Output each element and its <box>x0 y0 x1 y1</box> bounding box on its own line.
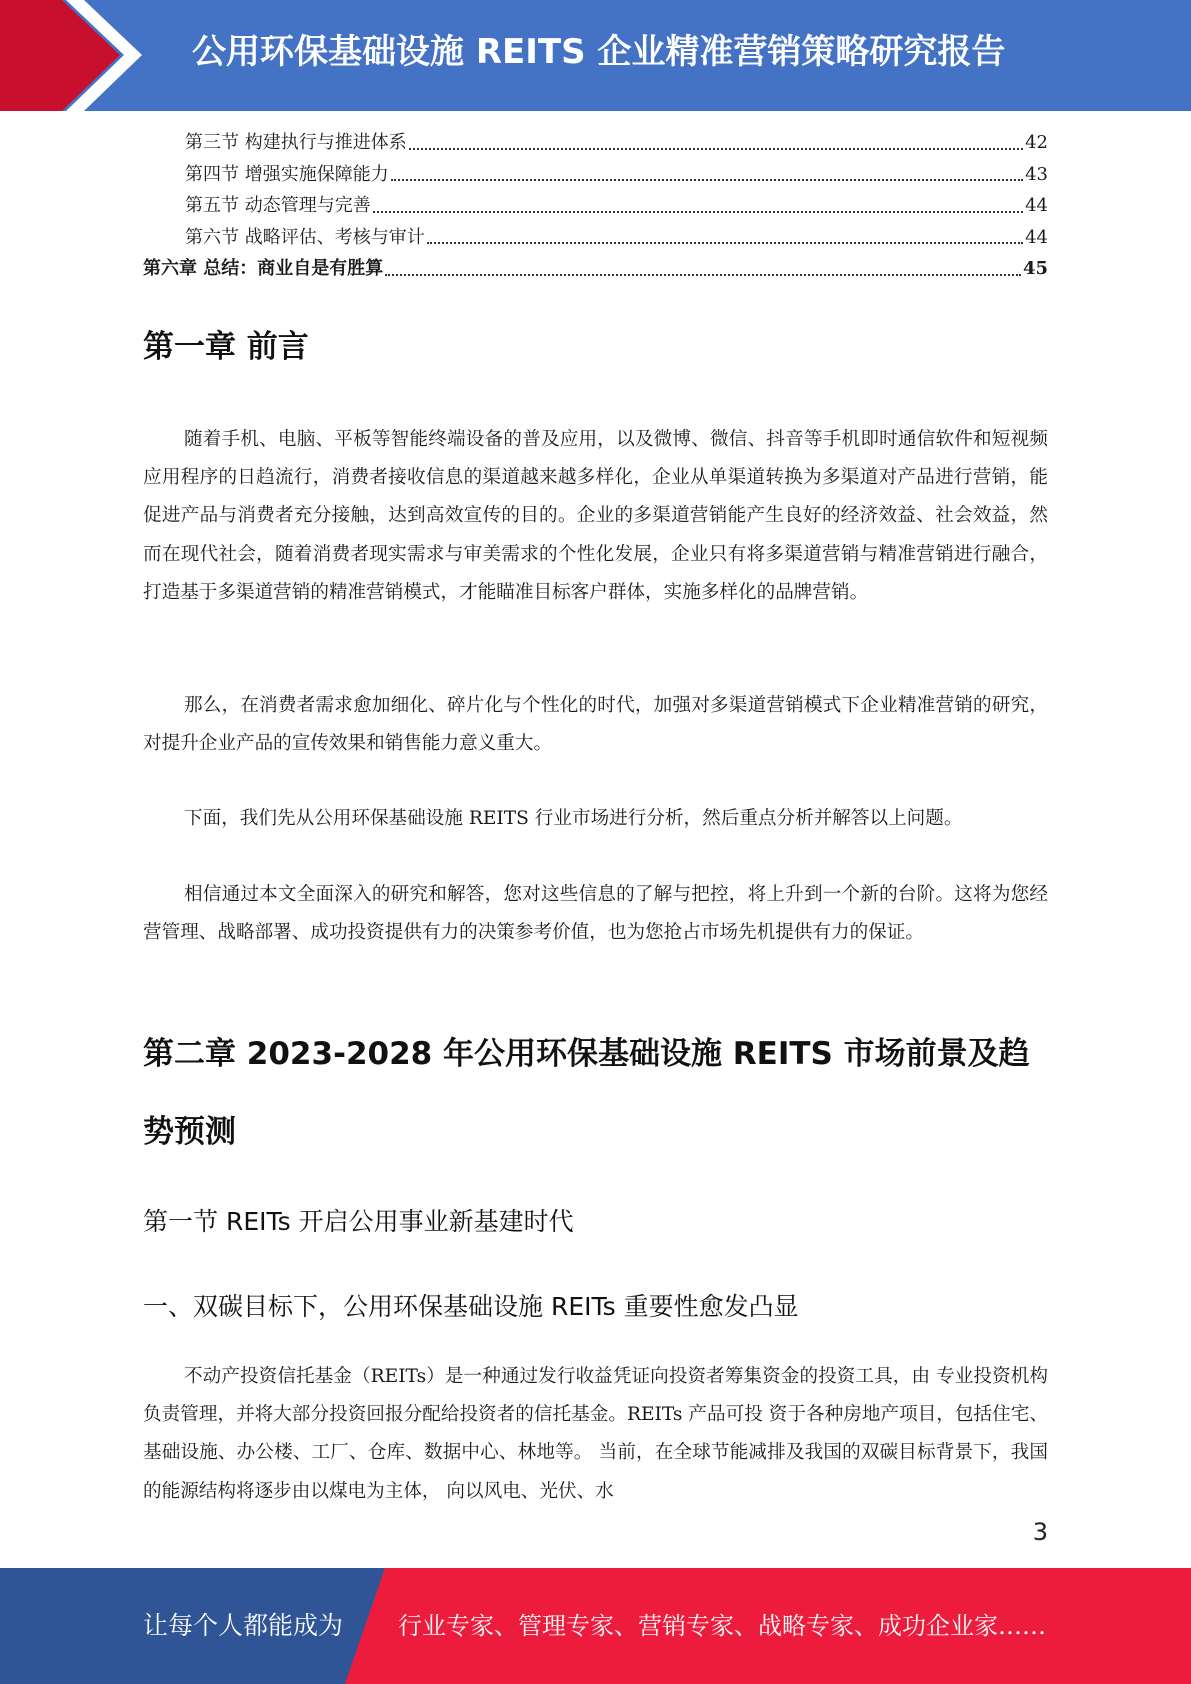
toc-leader-dots <box>427 242 1023 244</box>
report-title: 公用环保基础设施 REITS 企业精准营销策略研究报告 <box>192 32 1006 72</box>
toc-entry-page: 44 <box>1025 195 1048 216</box>
toc-entry-label: 第三节 构建执行与推进体系 <box>185 132 407 153</box>
toc-entry[interactable] <box>143 160 1048 192</box>
section-heading: 第一节 REITs 开启公用事业新基建时代 <box>143 1207 574 1236</box>
toc-entry-label: 第四节 增强实施保障能力 <box>185 163 389 185</box>
chapter-1-heading: 第一章 前言 <box>143 329 309 365</box>
toc-entry[interactable] <box>143 128 1048 160</box>
toc-leader-dots <box>373 211 1023 213</box>
toc-entry-label: 第五节 动态管理与完善 <box>185 195 371 216</box>
toc-entry-page: 42 <box>1025 132 1048 153</box>
footer-slogan-right: 行业专家、管理专家、营销专家、战略专家、成功企业家…… <box>398 1612 1046 1640</box>
page-header <box>0 0 1191 111</box>
toc-entry-page: 44 <box>1025 226 1048 248</box>
toc-entry[interactable] <box>143 223 1048 255</box>
chapter-2-heading: 第二章 2023-2028 年公用环保基础设施 REITS 市场前景及趋势预测 <box>143 1036 1030 1150</box>
table-of-contents <box>143 128 1048 286</box>
toc-entry-page: 43 <box>1025 163 1048 185</box>
page-number: 3 <box>1032 1518 1048 1546</box>
toc-chapter-entry[interactable] <box>143 254 1048 286</box>
chapter-1-paragraph: 下面，我们先从公用环保基础设施 REITS 行业市场进行分析，然后重点分析并解答以上问题。 <box>184 808 963 829</box>
toc-entry-label: 第六章 总结：商业自是有胜算 <box>143 258 384 279</box>
toc-entry-label: 第六节 战略评估、考核与审计 <box>185 226 425 248</box>
chapter-1-paragraph: 随着手机、电脑、平板等智能终端设备的普及应用，以及微博、微信、抖音等手机即时通信软件和短视频应用程序的日趋流行，消费者接收信息的渠道越来越多样化，企业从单渠道转换为多渠道对产品进行营销，能促进产品与消费者充分接触，达到高效宣传的目的。企业的多渠道营销能产生良好的经济效益、社会效益，然而在现代社会，随着消费者现实需求与审美需求的个性化发展，企业只有将多渠道营销与精准营销进行融合，打造基于多渠道营销的精准营销模式，才能瞄准目标客户群体，实施多样化的品牌营销。 <box>143 429 1048 603</box>
toc-leader-dots <box>409 148 1023 150</box>
chapter-1-paragraph: 那么，在消费者需求愈加细化、碎片化与个性化的时代，加强对多渠道营销模式下企业精准营销的研究，对提升企业产品的宣传效果和销售能力意义重大。 <box>143 695 1048 755</box>
page-footer <box>0 1568 1191 1684</box>
toc-entry[interactable] <box>143 191 1048 223</box>
toc-leader-dots <box>385 274 1021 276</box>
red-chevron-logo-icon <box>0 0 160 111</box>
toc-entry-page: 45 <box>1022 258 1048 279</box>
chapter-1-paragraph: 相信通过本文全面深入的研究和解答，您对这些信息的了解与把控，将上升到一个新的台阶。这将为您经营管理、战略部署、成功投资提供有力的决策参考价值，也为您抢占市场先机提供有力的保证。 <box>143 884 1048 944</box>
chapter-2-paragraph: 不动产投资信托基金（REITs）是一种通过发行收益凭证向投资者筹集资金的投资工具，由 专业投资机构负责管理，并将大部分投资回报分配给投资者的信托基金。REITs 产品可投 资于各种房地产项目，包括住宅、基础设施、办公楼、工厂、仓库、数据中心、林地等。 当前，在全球节能减排及我国的双碳目标背景下，我国的能源结构将逐步由以煤电为主体， 向以风电、光伏、水 <box>143 1366 1048 1502</box>
toc-leader-dots <box>391 179 1023 181</box>
subsection-heading: 一、双碳目标下，公用环保基础设施 REITs 重要性愈发凸显 <box>143 1292 799 1321</box>
footer-slogan-left: 让每个人都能成为 <box>143 1611 344 1640</box>
